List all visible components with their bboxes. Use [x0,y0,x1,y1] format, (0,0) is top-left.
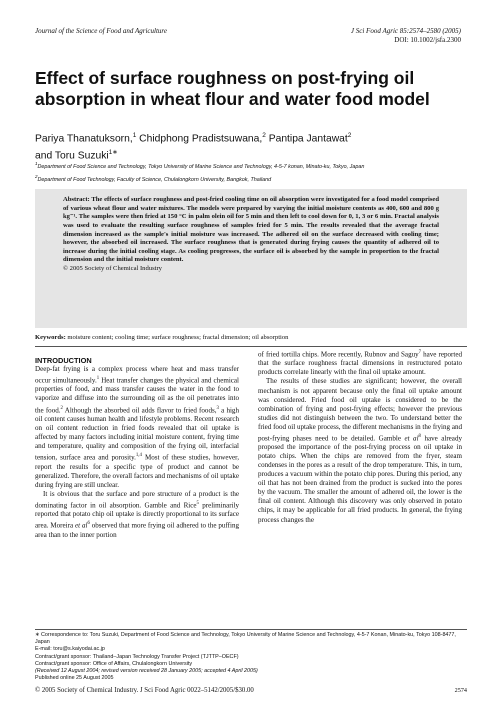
paragraph [35,490,239,540]
author-3-affil: 2 [347,132,352,139]
keywords-label: Keywords: [35,334,66,341]
text: Heat transfer changes the physical and chemical properties of food, and mass transfer causes the water in the food to vaporize and diffuse into the surrounding oil as the oil penetrates into the food. [35,376,239,414]
text: It is obvious that the surface and pore structure of a product is the dominating factor in oil absorption. Gamble and Rice [35,489,239,510]
author-2-affil: 2 [262,132,266,139]
journal-reference: J Sci Food Agric 85:2574–2580 (2005) [350,27,461,35]
text-italic: et al [404,434,419,443]
article-title: Effect of surface roughness on post-frying oil absorption in wheat flour and water food model [35,68,430,109]
text: have already proposed the importance of the post-frying process on oil uptake in potato chips. When the chips are removed from the fryer, steam condenses in the pores as a result of the drop temperature. This, in turn, produces a vacuum within the potato chip pores. During this period, any oil that has not been drained from the product is sucked into the pores by the vacuum. The smaller the amount of adhered oil, the lower is the final oil content. Although this discovery was only observed in potato chips, it may be applicable for all fried products. In general, the frying process changes the [258,434,462,524]
text: have reported that the surface roughness fractal dimensions in restructured potato products correlate linearly with the final oil uptake amount. [258,350,462,377]
paragraph [35,365,239,490]
affiliation-2-text: Department of Food Technology, Faculty of Science, Chulalongkorn University, Bangkok, Thailand [37,176,272,183]
text: Most of these studies, however, report the results for a specific type of product and cannot be generalized. Therefore, the overall factors and mechanisms of oil uptake during frying are still unclear. [35,453,239,489]
affiliation-2 [35,172,475,185]
body-column-right [258,348,462,525]
citation-ref: 8 [418,433,421,439]
author-2: Chidphong Pradistsuwana, [136,133,263,145]
paragraph [258,348,462,377]
footnote-grant-1: Contract/grant sponsor: Thailand–Japan Technology Transfer Project (TJTTP–OECF) [35,653,239,660]
text: Deep-fat frying is a complex process where heat and mass transfer occur simultaneously. [35,365,239,385]
citation-ref: 3 [216,405,219,411]
footnote-received: (Received 12 August 2004; revised version received 28 January 2005; accepted 4 April 2005) [35,668,258,675]
text: The results of these studies are significant; however, the overall mechanism is not apparent because only the final oil uptake amount was considered. Fried food oil uptake is considered to be the combination of frying and post-frying effects; however the previous studies did not distinguish between the two. To understand better the fried food oil uptake process, the different mechanisms in the frying and post-frying phases need to be detailed. Gamble [258,377,462,443]
abstract-box [35,189,467,328]
abstract-copyright: © 2005 Society of Chemical Industry [63,265,162,272]
text: preliminarily reported that potato chip oil uptake is directly proportional to its surface area. Moreira [35,501,239,530]
footer-copyright: © 2005 Society of Chemical Industry. J Sci Food Agric 0022–5142/2005/$30.00 [35,687,254,694]
abstract-text: The effects of surface roughness and post-fried cooling time on oil absorption were investigated for a food model comprised of various wheat flour and water mixtures. The models were prepared by varying the initial moisture contents as 400, 600 and 800 g kg⁻¹. The samples were then fried at 150 °C in palm olein oil for 5 min and then left to cool down for 0, 1, 3 or 6 min. Fractal analysis was used to evaluate the resulting surface roughness of samples fried for 5 min. The results revealed that the average fractal dimension increased as the sample's initial moisture was increased. The adhered oil on the surface decreased with cooling time; however, the absorbed oil increased. The surface roughness that is generated during frying causes the quantity of adhered oil to increase during the initial cooling stage. As cooling progresses, the surface oil is absorbed by the sample in proportion to the fractal dimension and the initial moisture content. [63,196,439,264]
footnote-correspondence: ∗ Correspondence to: Toru Suzuki, Department of Food Science and Technology, Tokyo University of Marine Science and Technology, 4-5-7 Konan, Minato-ku, Tokyo 108-8477, Japan [35,632,456,646]
page-number: 2574 [454,687,467,694]
journal-name: Journal of the Science of Food and Agriculture [35,27,168,35]
footnote-divider [35,629,467,630]
page-footer [35,687,467,694]
affiliation-1-text: Department of Food Science and Technology, Tokyo University of Marine Science and Technology, 4-5-7 konan, Minato-ku, Tokyo, Japan [37,163,365,170]
citation-ref: 5 [196,500,199,506]
section-heading-introduction: INTRODUCTION [35,356,92,365]
abstract [63,196,439,265]
affiliation-2-mark: 2 [35,173,38,179]
affiliation-1 [35,159,475,172]
divider [35,346,467,347]
author-4-affil: 1∗ [108,148,118,156]
text: a high oil content causes human health and lifestyle problems. Recent research on oil content reduction in fried foods revealed that oil uptake is affected by many factors including initial moisture content, frying time and temperature, quality and composition of the frying oil, interfacial tension, surface area and porosity. [35,405,239,462]
citation-block [351,27,461,44]
affiliations [35,159,475,185]
author-list [35,129,475,163]
text: observed that more frying oil adhered to the puffing area than to the inner portion [35,521,239,539]
text: of fried tortilla chips. More recently, Rubnov and Saguy [258,350,419,359]
citation-ref: 1,4 [135,453,142,459]
footnote-published: Published online 25 August 2005 [35,675,114,682]
author-4: and Toru Suzuki [35,150,109,162]
body-column-left [35,356,239,540]
keywords-text: moisture content; cooling time; surface roughness; fractal dimension; oil absorption [65,334,289,341]
text: Although the absorbed oil adds flavor to fried foods, [62,405,217,414]
author-3: Pantipa Jantawat [265,133,348,145]
paragraph [258,377,462,524]
author-1-affil: 1 [132,132,137,139]
doi: DOI: 10.1002/jsfa.2300 [394,35,461,44]
text-italic: et al [74,521,88,530]
citation-ref: 1 [96,376,100,382]
citation-ref: 7 [418,350,422,355]
citation-ref: 2 [60,405,63,411]
affiliation-1-mark: 1 [35,161,38,166]
abstract-label: Abstract: [63,196,90,203]
keywords [35,334,467,343]
citation-ref: 6 [87,521,90,527]
footnotes [35,632,467,682]
footnote-email: E-mail: toru@s.kaiyodai.ac.jp [35,646,105,653]
author-1: Pariya Thanatuksorn, [35,133,133,145]
footnote-grant-2: Contract/grant sponsor: Office of Affairs, Chulalongkorn University [35,660,193,667]
